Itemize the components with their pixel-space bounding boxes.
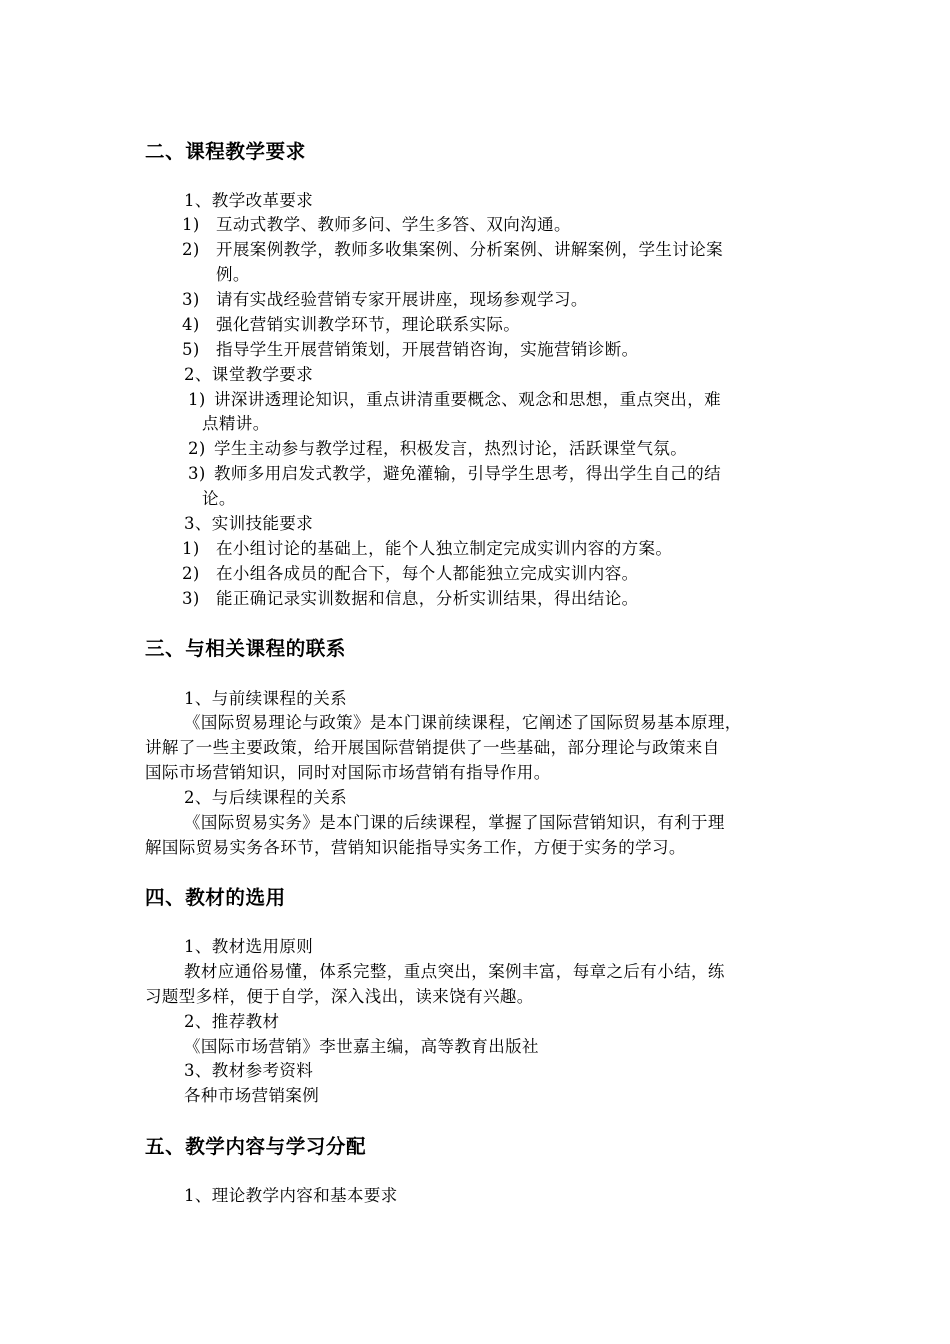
list-item-text: 开展案例教学，教师多收集案例、分析案例、讲解案例，学生讨论案 [216, 240, 723, 259]
list-item-text-continued: 点精讲。 [202, 414, 270, 433]
list-item-number: 4) [182, 315, 200, 334]
subsection-title-recommended-textbook: 2、推荐教材 [184, 1012, 280, 1031]
paragraph-line: 国际市场营销知识，同时对国际市场营销有指导作用。 [145, 763, 551, 782]
list-item-number: 1) [182, 215, 200, 234]
subsection-title-theory-content: 1、理论教学内容和基本要求 [184, 1186, 398, 1205]
subsection-title-reference-materials: 3、教材参考资料 [184, 1061, 314, 1080]
list-item-text: 学生主动参与教学过程，积极发言，热烈讨论，活跃课堂气氛。 [214, 439, 688, 458]
list-item-number: 1) [188, 390, 206, 409]
list-item-number: 1) [182, 539, 200, 558]
subsection-title-textbook-principles: 1、教材选用原则 [184, 937, 314, 956]
list-item-number: 2) [182, 240, 200, 259]
list-item-number: 2) [182, 564, 200, 583]
list-item-number: 2) [188, 439, 206, 458]
list-item-text: 教师多用启发式教学，避免灌输，引导学生思考，得出学生自己的结 [214, 464, 721, 483]
list-item-text-continued: 例。 [216, 265, 250, 284]
paragraph-line: 讲解了一些主要政策，给开展国际营销提供了一些基础，部分理论与政策来自 [145, 738, 720, 757]
list-item-text: 请有实战经验营销专家开展讲座，现场参观学习。 [216, 290, 588, 309]
list-item-number: 3) [188, 464, 206, 483]
subsection-title-prerequisite: 1、与前续课程的关系 [184, 689, 347, 708]
paragraph-line: 教材应通俗易懂，体系完整，重点突出，案例丰富，每章之后有小结，练 [184, 962, 725, 981]
list-item-text: 在小组讨论的基础上，能个人独立制定完成实训内容的方案。 [216, 539, 673, 558]
list-item-number: 3) [182, 589, 200, 608]
section-heading-course-requirements: 二、课程教学要求 [145, 140, 306, 163]
list-item-text: 强化营销实训教学环节，理论联系实际。 [216, 315, 521, 334]
reference-materials-text: 各种市场营销案例 [184, 1086, 320, 1105]
subsection-title-practical-skills: 3、实训技能要求 [184, 514, 314, 533]
list-item-text: 能正确记录实训数据和信息，分析实训结果，得出结论。 [216, 589, 639, 608]
paragraph-line: 《国际贸易理论与政策》是本门课前续课程，它阐述了国际贸易基本原理， [184, 713, 742, 732]
section-heading-related-courses: 三、与相关课程的联系 [145, 637, 347, 660]
list-item-text-continued: 论。 [202, 489, 236, 508]
list-item-text: 互动式教学、教师多问、学生多答、双向沟通。 [216, 215, 571, 234]
section-heading-textbook: 四、教材的选用 [145, 886, 286, 909]
subsection-title-reform: 1、教学改革要求 [184, 191, 314, 210]
list-item-text: 讲深讲透理论知识，重点讲清重要概念、观念和思想，重点突出，难 [214, 390, 721, 409]
list-item-number: 3) [182, 290, 200, 309]
paragraph-line: 解国际贸易实务各环节，营销知识能指导实务工作，方便于实务的学习。 [145, 838, 686, 857]
subsection-title-classroom: 2、课堂教学要求 [184, 365, 314, 384]
paragraph-line: 习题型多样，便于自学，深入浅出，读来饶有兴趣。 [145, 987, 534, 1006]
list-item-text: 在小组各成员的配合下，每个人都能独立完成实训内容。 [216, 564, 639, 583]
recommended-textbook-text: 《国际市场营销》李世嘉主编，高等教育出版社 [184, 1037, 539, 1056]
paragraph-line: 《国际贸易实务》是本门课的后续课程，掌握了国际营销知识，有利于理 [184, 813, 725, 832]
section-heading-teaching-content: 五、教学内容与学习分配 [145, 1135, 367, 1158]
list-item-number: 5) [182, 340, 200, 359]
list-item-text: 指导学生开展营销策划，开展营销咨询，实施营销诊断。 [216, 340, 639, 359]
subsection-title-follow-up: 2、与后续课程的关系 [184, 788, 347, 807]
